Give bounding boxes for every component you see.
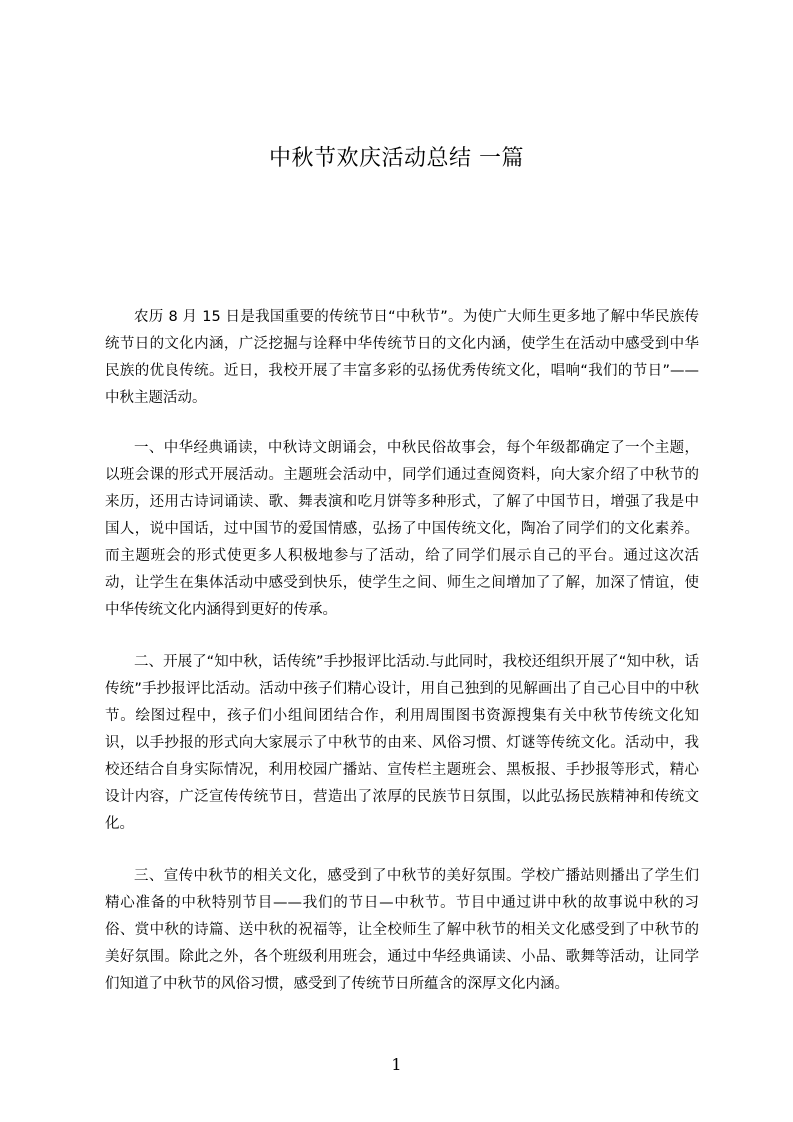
page-number: 1	[391, 1055, 402, 1074]
paragraph-handwritten-newspaper: 二、开展了“知中秋，话传统”手抄报评比活动.与此同时，我校还组织开展了“知中秋，话传统”手抄报评比活动。活动中孩子们精心设计，用自己独到的见解画出了自己心目中的中秋节。绘图过程中，孩子们小组间团结合作，利用周围图书资源搜集有关中秋节传统文化知识，以手抄报的形式向大家展示了中秋节的由来、风俗习惯、灯谜等传统文化。活动中，我校还结合自身实际情况，利用校园广播站、宣传栏主题班会、黑板报、手抄报等形式，精心设计内容，广泛宣传传统节日，营造出了浓厚的民族节日氛围，以此弘扬民族精神和传统文化。	[105, 653, 699, 832]
document-title: 中秋节欢庆活动总结 一篇	[269, 146, 524, 171]
paragraph-intro: 农历 8 月 15 日是我国重要的传统节日“中秋节”。为使广大师生更多地了解中华民族传统节日的文化内涵，广泛挖掘与诠释中华传统节日的文化内涵，使学生在活动中感受到中华民族的优良传统。近日，我校开展了丰富多彩的弘扬优秀传统文化，唱响“我们的节日”——中秋主题活动。	[105, 308, 699, 406]
paragraph-classic-recitation: 一、中华经典诵读，中秋诗文朗诵会，中秋民俗故事会，每个年级都确定了一个主题，以班会课的形式开展活动。主题班会活动中，同学们通过查阅资料，向大家介绍了中秋节的来历，还用古诗词诵读、歌、舞表演和吃月饼等多种形式，了解了中国节日，增强了我是中国人，说中国话，过中国节的爱国情感，弘扬了中国传统文化，陶冶了同学们的文化素养。而主题班会的形式使更多人积极地参与了活动，给了同学们展示自己的平台。通过这次活动，让学生在集体活动中感受到快乐，使学生之间、师生之间增加了了解，加深了情谊，使中华传统文化内涵得到更好的传承。	[105, 439, 699, 618]
paragraph-culture-promotion: 三、宣传中秋节的相关文化，感受到了中秋节的美好氛围。学校广播站则播出了学生们精心准备的中秋特别节目——我们的节日—中秋节。节目中通过讲中秋的故事说中秋的习俗、赏中秋的诗篇、送中秋的祝福等，让全校师生了解中秋节的相关文化感受到了中秋节的美好氛围。除此之外，各个班级利用班会，通过中华经典诵读、小品、歌舞等活动，让同学们知道了中秋节的风俗习惯，感受到了传统节日所蕴含的深厚文化内涵。	[105, 867, 699, 992]
